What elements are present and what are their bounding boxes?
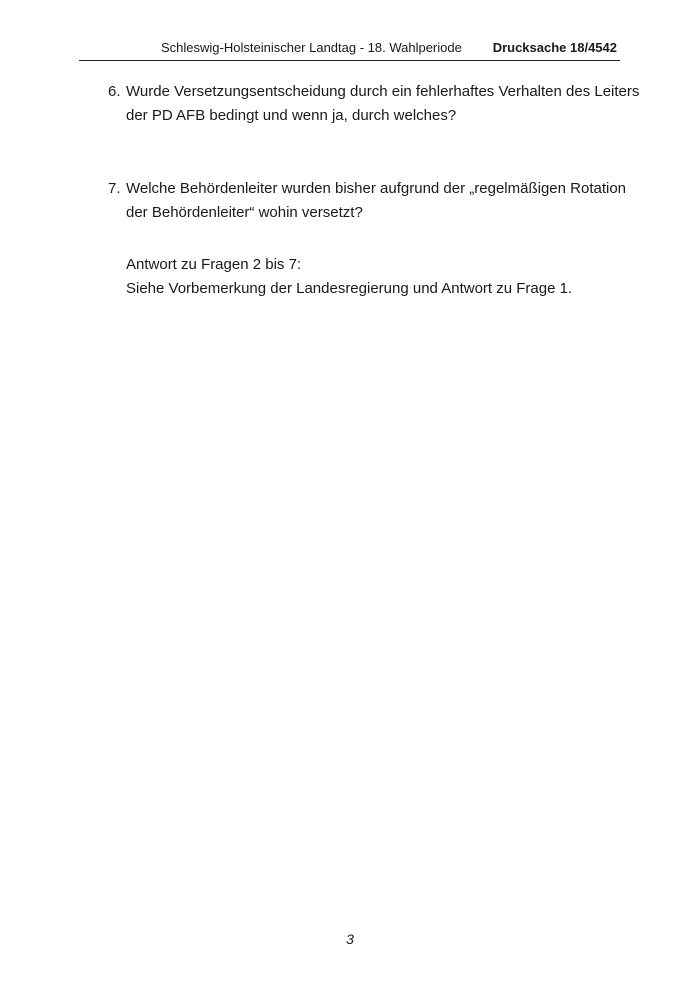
answer-heading: Antwort zu Fragen 2 bis 7:	[126, 256, 302, 273]
header-title: Schleswig-Holsteinischer Landtag - 18. Wahlperiode	[161, 40, 462, 55]
question-number: 7.	[108, 180, 121, 197]
question-line: der Behördenleiter“ wohin versetzt?	[126, 204, 363, 221]
question-line: Wurde Versetzungsentscheidung durch ein fehlerhaftes Verhalten des Leiters	[126, 83, 640, 100]
document-number: Drucksache 18/4542	[492, 40, 617, 55]
answer-block	[126, 253, 572, 301]
answer-text: Siehe Vorbemerkung der Landesregierung und Antwort zu Frage 1.	[126, 280, 573, 297]
question-line: der PD AFB bedingt und wenn ja, durch welches?	[126, 107, 457, 124]
page-number: 3	[346, 931, 354, 947]
page-header	[79, 38, 620, 61]
question-text	[126, 177, 626, 225]
question-number: 6.	[108, 83, 121, 100]
question-text	[126, 80, 640, 128]
question-line: Welche Behördenleiter wurden bisher aufgrund der „regelmäßigen Rotation	[126, 180, 627, 197]
